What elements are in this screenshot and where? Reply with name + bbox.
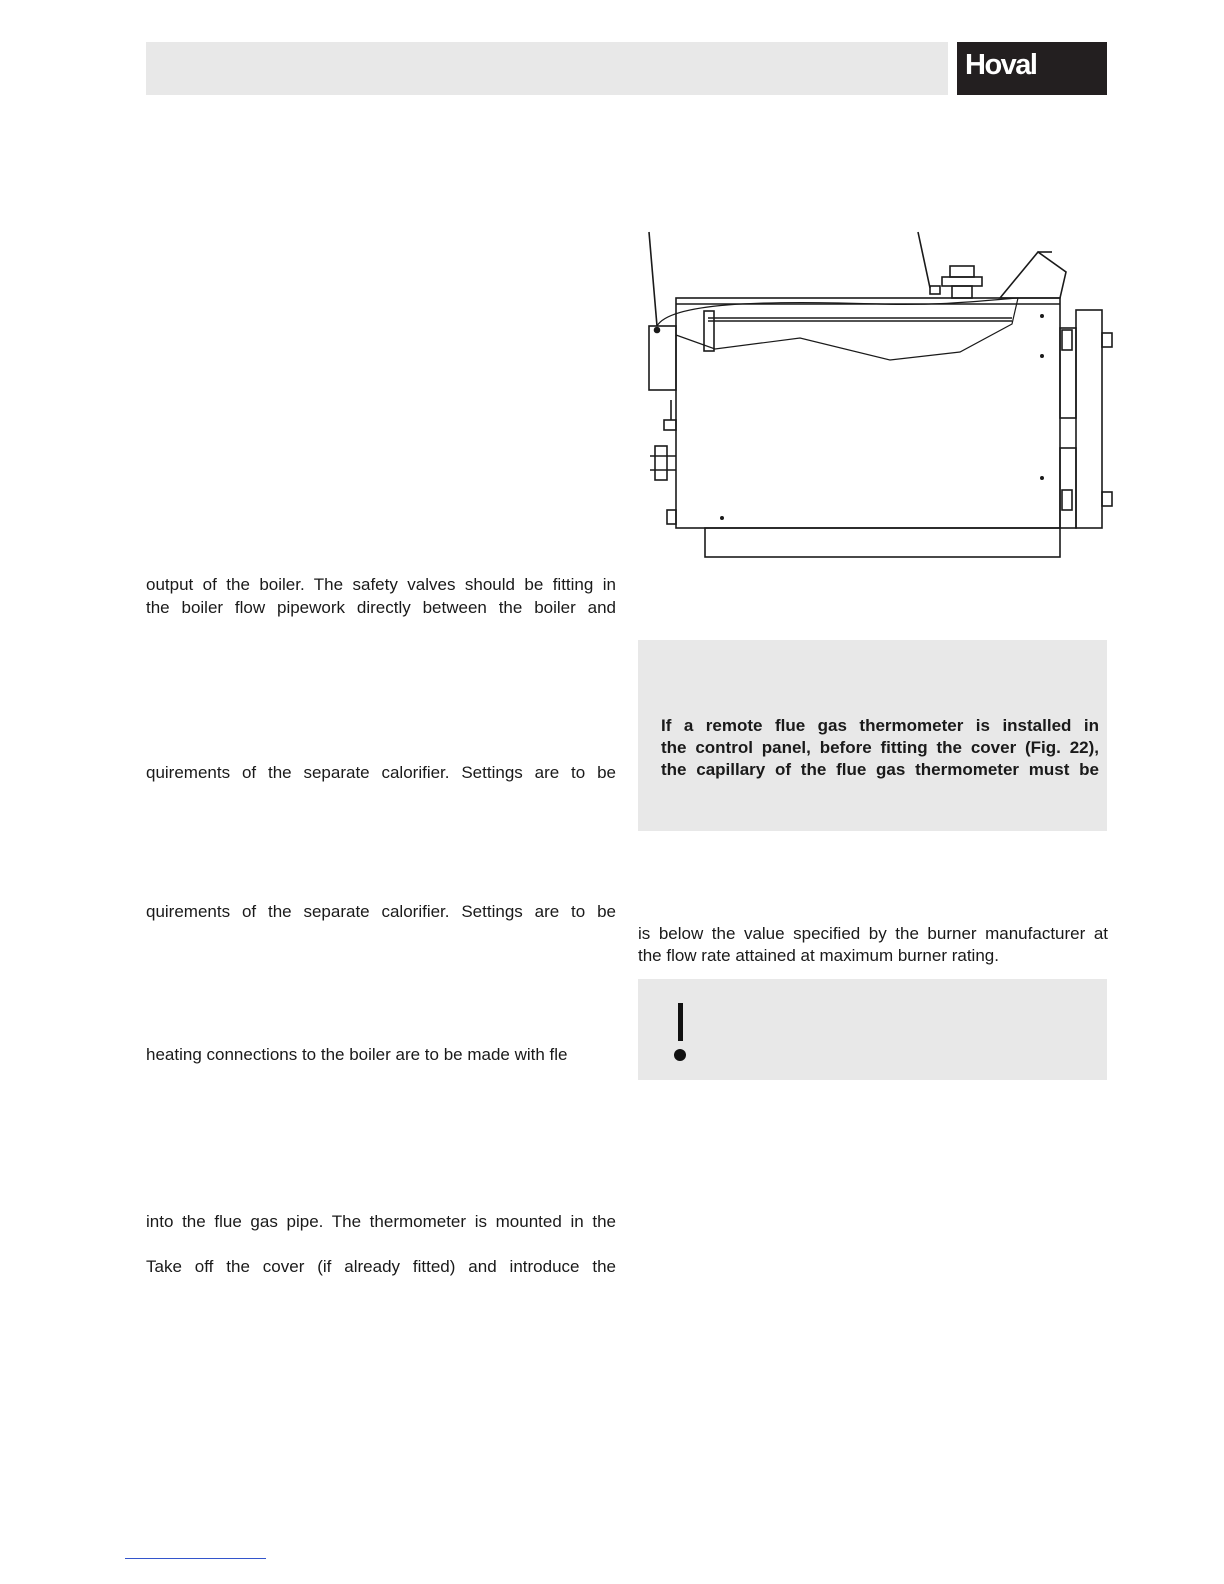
note-box: [638, 640, 1107, 831]
boiler-figure: [640, 228, 1120, 563]
boiler-base: [705, 528, 1060, 557]
safety-valve-line-1: output of the boiler. The safety valves should be fitting in: [146, 575, 616, 594]
footer-link-underline: [125, 1558, 266, 1559]
logo-text: Hoval: [965, 49, 1037, 81]
calorifier-line-2: quirements of the separate calorifier. Settings are to be: [146, 902, 616, 921]
calorifier-line-1: quirements of the separate calorifier. Settings are to be: [146, 763, 616, 782]
note-line-3: the capillary of the flue gas thermometer must be: [661, 760, 1099, 779]
safety-valve-line-2: the boiler flow pipework directly between the boiler and: [146, 598, 616, 617]
burner-line-1: is below the value specified by the burner manufacturer at: [638, 924, 1108, 943]
flue-pipe-line: into the flue gas pipe. The thermometer is mounted in the: [146, 1212, 616, 1231]
flange-left: [655, 446, 667, 480]
note-line-2: the control panel, before fitting the cover (Fig. 22),: [661, 738, 1099, 757]
warning-box: [638, 979, 1107, 1080]
burner-cone: [1000, 252, 1066, 298]
header-bar: [146, 42, 948, 95]
take-off-cover-line: Take off the cover (if already fitted) and introduce the: [146, 1257, 616, 1276]
leader-line-left: [649, 232, 657, 326]
boiler-body: [676, 298, 1060, 528]
flue-nozzle: [952, 286, 972, 298]
note-line-1: If a remote flue gas thermometer is installed in: [661, 716, 1099, 735]
leader-line-right: [918, 232, 930, 288]
hoval-logo: [957, 42, 1107, 95]
control-panel: [649, 326, 676, 390]
heating-connections-line: heating connections to the boiler are to be made with fle: [146, 1045, 568, 1064]
boiler-door: [1076, 310, 1102, 528]
burner-line-2: the flow rate attained at maximum burner rating.: [638, 946, 999, 965]
